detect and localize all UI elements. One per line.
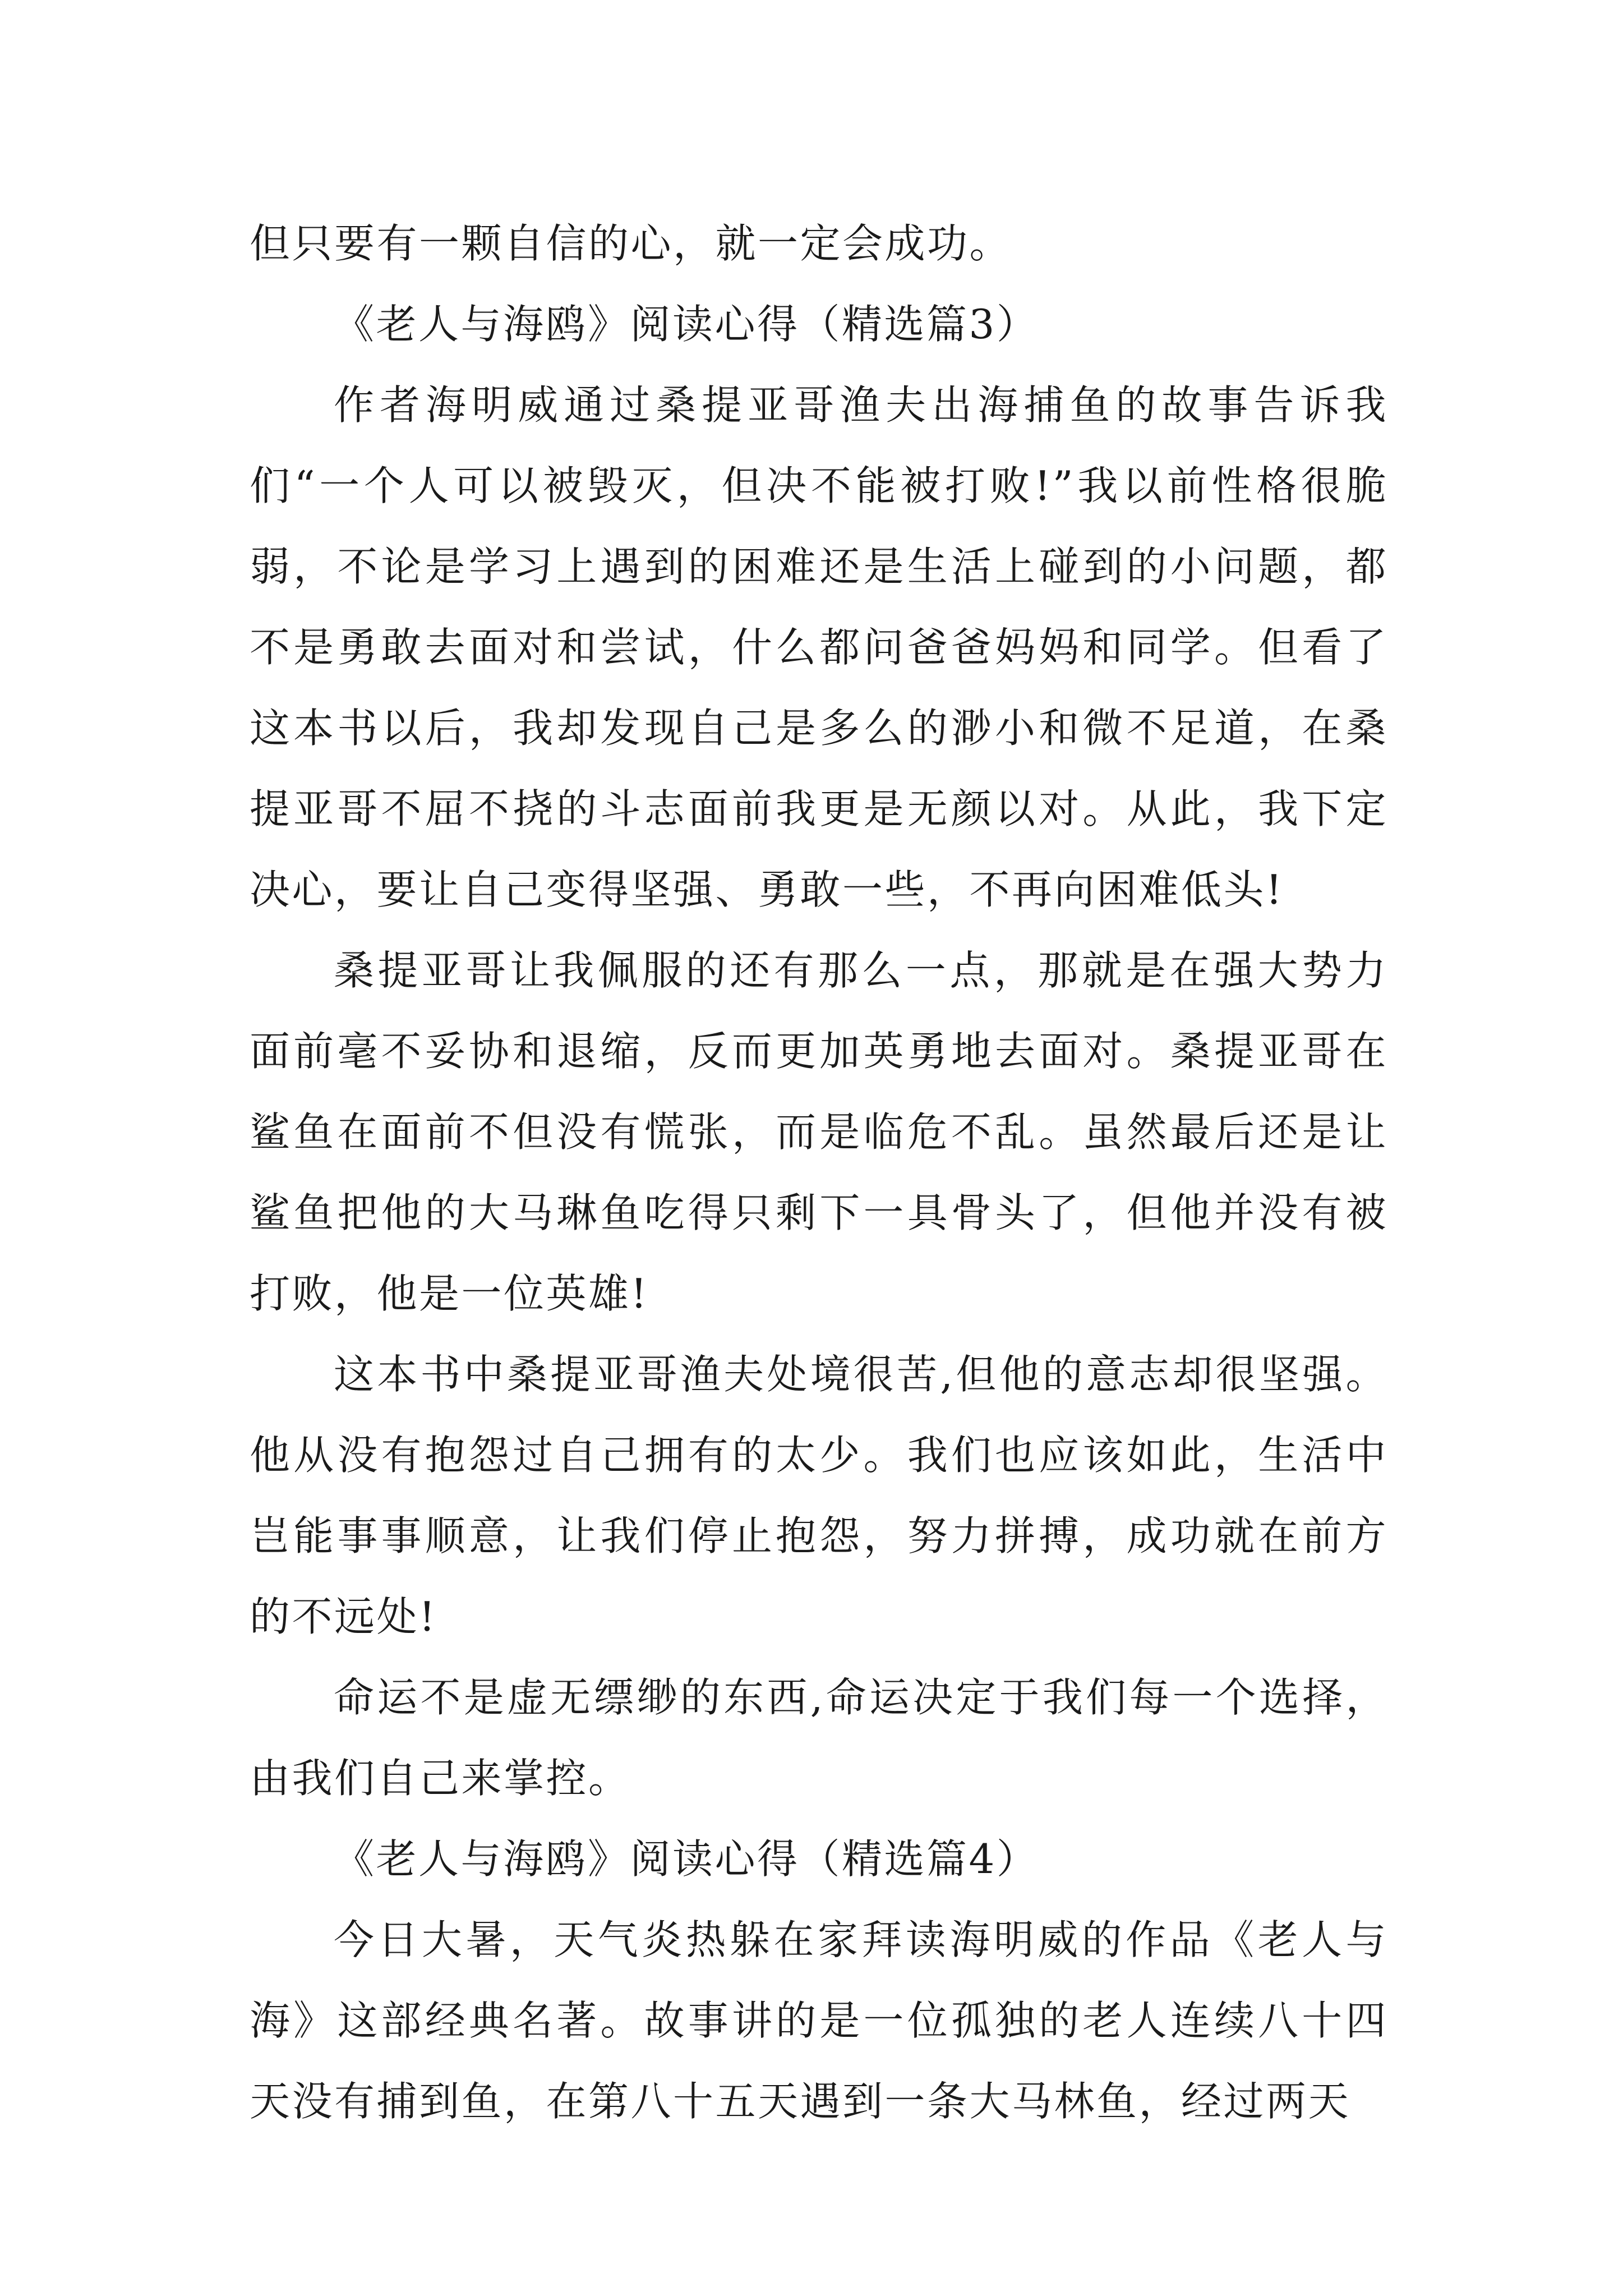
document-body [250, 203, 1388, 2142]
section-heading-3: 《老人与海鸥》阅读心得（精选篇3） [334, 301, 1039, 348]
paragraph: 作者海明威通过桑提亚哥渔夫出海捕鱼的故事告诉我们“一个人可以被毁灭，但决不能被打败!”我以前性格很脆弱，不论是学习上遇到的困难还是生活上碰到的小问题，都不是勇敢去面对和尝试，什么都问爸爸妈妈和同学。但看了这本书以后，我却发现自己是多么的渺小和微不足道，在桑提亚哥不屈不挠的斗志面前我更是无颜以对。从此，我下定决心，要让自己变得坚强、勇敢一些，不再向困难低头! [250, 381, 1388, 913]
paragraph: 这本书中桑提亚哥渔夫处境很苦,但他的意志却很坚强。他从没有抱怨过自己拥有的太少。我们也应该如此，生活中岂能事事顺意，让我们停止抱怨，努力拼搏，成功就在前方的不远处! [250, 1351, 1388, 1640]
paragraph: 桑提亚哥让我佩服的还有那么一点，那就是在强大势力面前毫不妥协和退缩，反而更加英勇地去面对。桑提亚哥在鲨鱼在面前不但没有慌张，而是临危不乱。虽然最后还是让鲨鱼把他的大马琳鱼吃得只剩下一具骨头了，但他并没有被打败，他是一位英雄! [250, 947, 1388, 1317]
paragraph: 今日大暑，天气炎热躲在家拜读海明威的作品《老人与海》这部经典名著。故事讲的是一位孤独的老人连续八十四天没有捕到鱼，在第八十五天遇到一条大马林鱼，经过两天 [250, 1916, 1388, 2125]
paragraph-continuation: 但只要有一颗自信的心，就一定会成功。 [250, 220, 1012, 267]
paragraph: 命运不是虚无缥缈的东西,命运决定于我们每一个选择，由我们自己来掌控。 [250, 1674, 1388, 1802]
section-heading-4: 《老人与海鸥》阅读心得（精选篇4） [334, 1835, 1039, 1883]
